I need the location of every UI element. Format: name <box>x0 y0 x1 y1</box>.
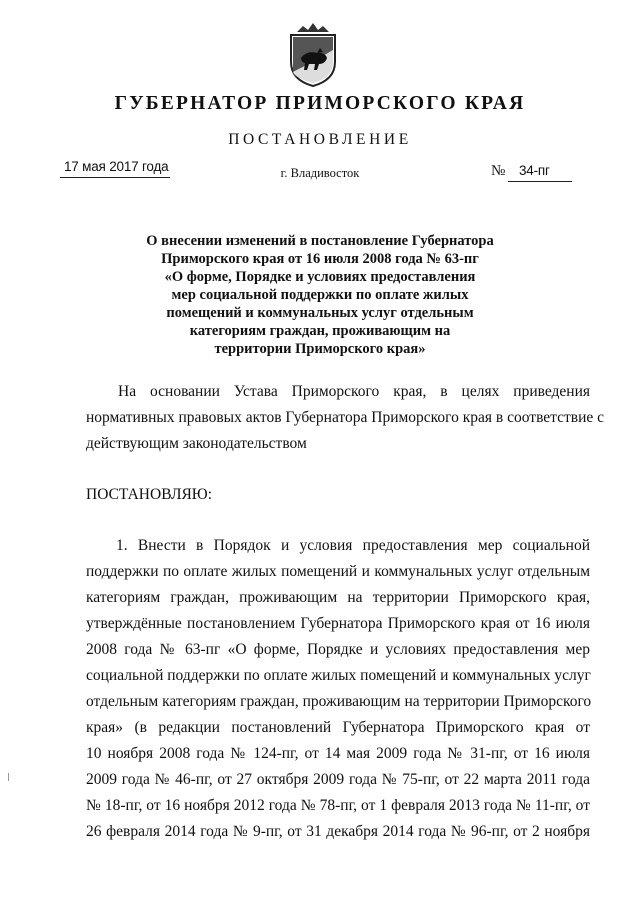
paragraph-line: 26 февраля 2014 года № 9-пг, от 31 декабря 2014 года № 96-пг, от 2 ноября <box>86 823 590 840</box>
title-line: категориям граждан, проживающим на <box>189 323 451 339</box>
scan-margin-mark <box>8 773 9 781</box>
document-title <box>120 232 520 358</box>
paragraph-line: отдельным категориям граждан, проживающим на территории Приморского <box>86 693 592 710</box>
coat-of-arms-emblem <box>287 20 339 88</box>
paragraph-line: 10 ноября 2008 года № 124-пг, от 14 мая 2009 года № 31-пг, от 16 июля <box>86 745 590 762</box>
paragraph-line: поддержки по оплате жилых помещений и коммунальных услуг отдельным <box>86 563 590 580</box>
paragraph-line: № 18-пг, от 16 ноября 2012 года № 78-пг, от 1 февраля 2013 года № 11-пг, от <box>86 797 590 814</box>
title-line: территории Приморского края» <box>214 341 426 357</box>
title-line: мер социальной поддержки по оплате жилых <box>171 287 469 303</box>
preamble-line: действующим законодательством <box>86 435 307 452</box>
document-date: 17 мая 2017 года <box>64 159 169 174</box>
paragraph-line: 2009 года № 46-пг, от 27 октября 2009 года № 75-пг, от 22 марта 2011 года <box>86 771 590 788</box>
paragraph-line: края» (в редакции постановлений Губернатора Приморского края от <box>86 719 590 736</box>
preamble-line: нормативных правовых актов Губернатора Приморского края в соответствие с <box>86 409 605 426</box>
paragraph-line: 2008 года № 63-пг «О форме, Порядке и условиях предоставления мер <box>86 641 590 658</box>
document-type: ПОСТАНОВЛЕНИЕ <box>228 131 412 148</box>
title-line: О внесении изменений в постановление Губернатора <box>146 233 494 249</box>
number-underline <box>508 181 572 182</box>
city: г. Владивосток <box>280 166 360 180</box>
preamble-line: На основании Устава Приморского края, в целях приведения <box>118 383 590 400</box>
authority-heading: ГУБЕРНАТОР ПРИМОРСКОГО КРАЯ <box>114 93 526 114</box>
number-label: № <box>491 163 506 179</box>
paragraph-line: утверждённые постановлением Губернатора Приморского края от 16 июля <box>86 615 590 632</box>
document-number: 34-пг <box>519 163 550 178</box>
paragraph-line: социальной поддержки по оплате жилых помещений и коммунальных услуг <box>86 667 591 684</box>
title-line: Приморского края от 16 июля 2008 года № 63-пг <box>161 251 479 267</box>
title-line: «О форме, Порядке и условиях предоставления <box>164 269 476 285</box>
resolve-heading: ПОСТАНОВЛЯЮ: <box>86 486 213 503</box>
title-line: помещений и коммунальных услуг отдельным <box>166 305 474 321</box>
paragraph-line: категориям граждан, проживающим на территории Приморского края, <box>86 589 590 606</box>
paragraph-line: 1. Внести в Порядок и условия предоставления мер социальной <box>116 537 590 554</box>
